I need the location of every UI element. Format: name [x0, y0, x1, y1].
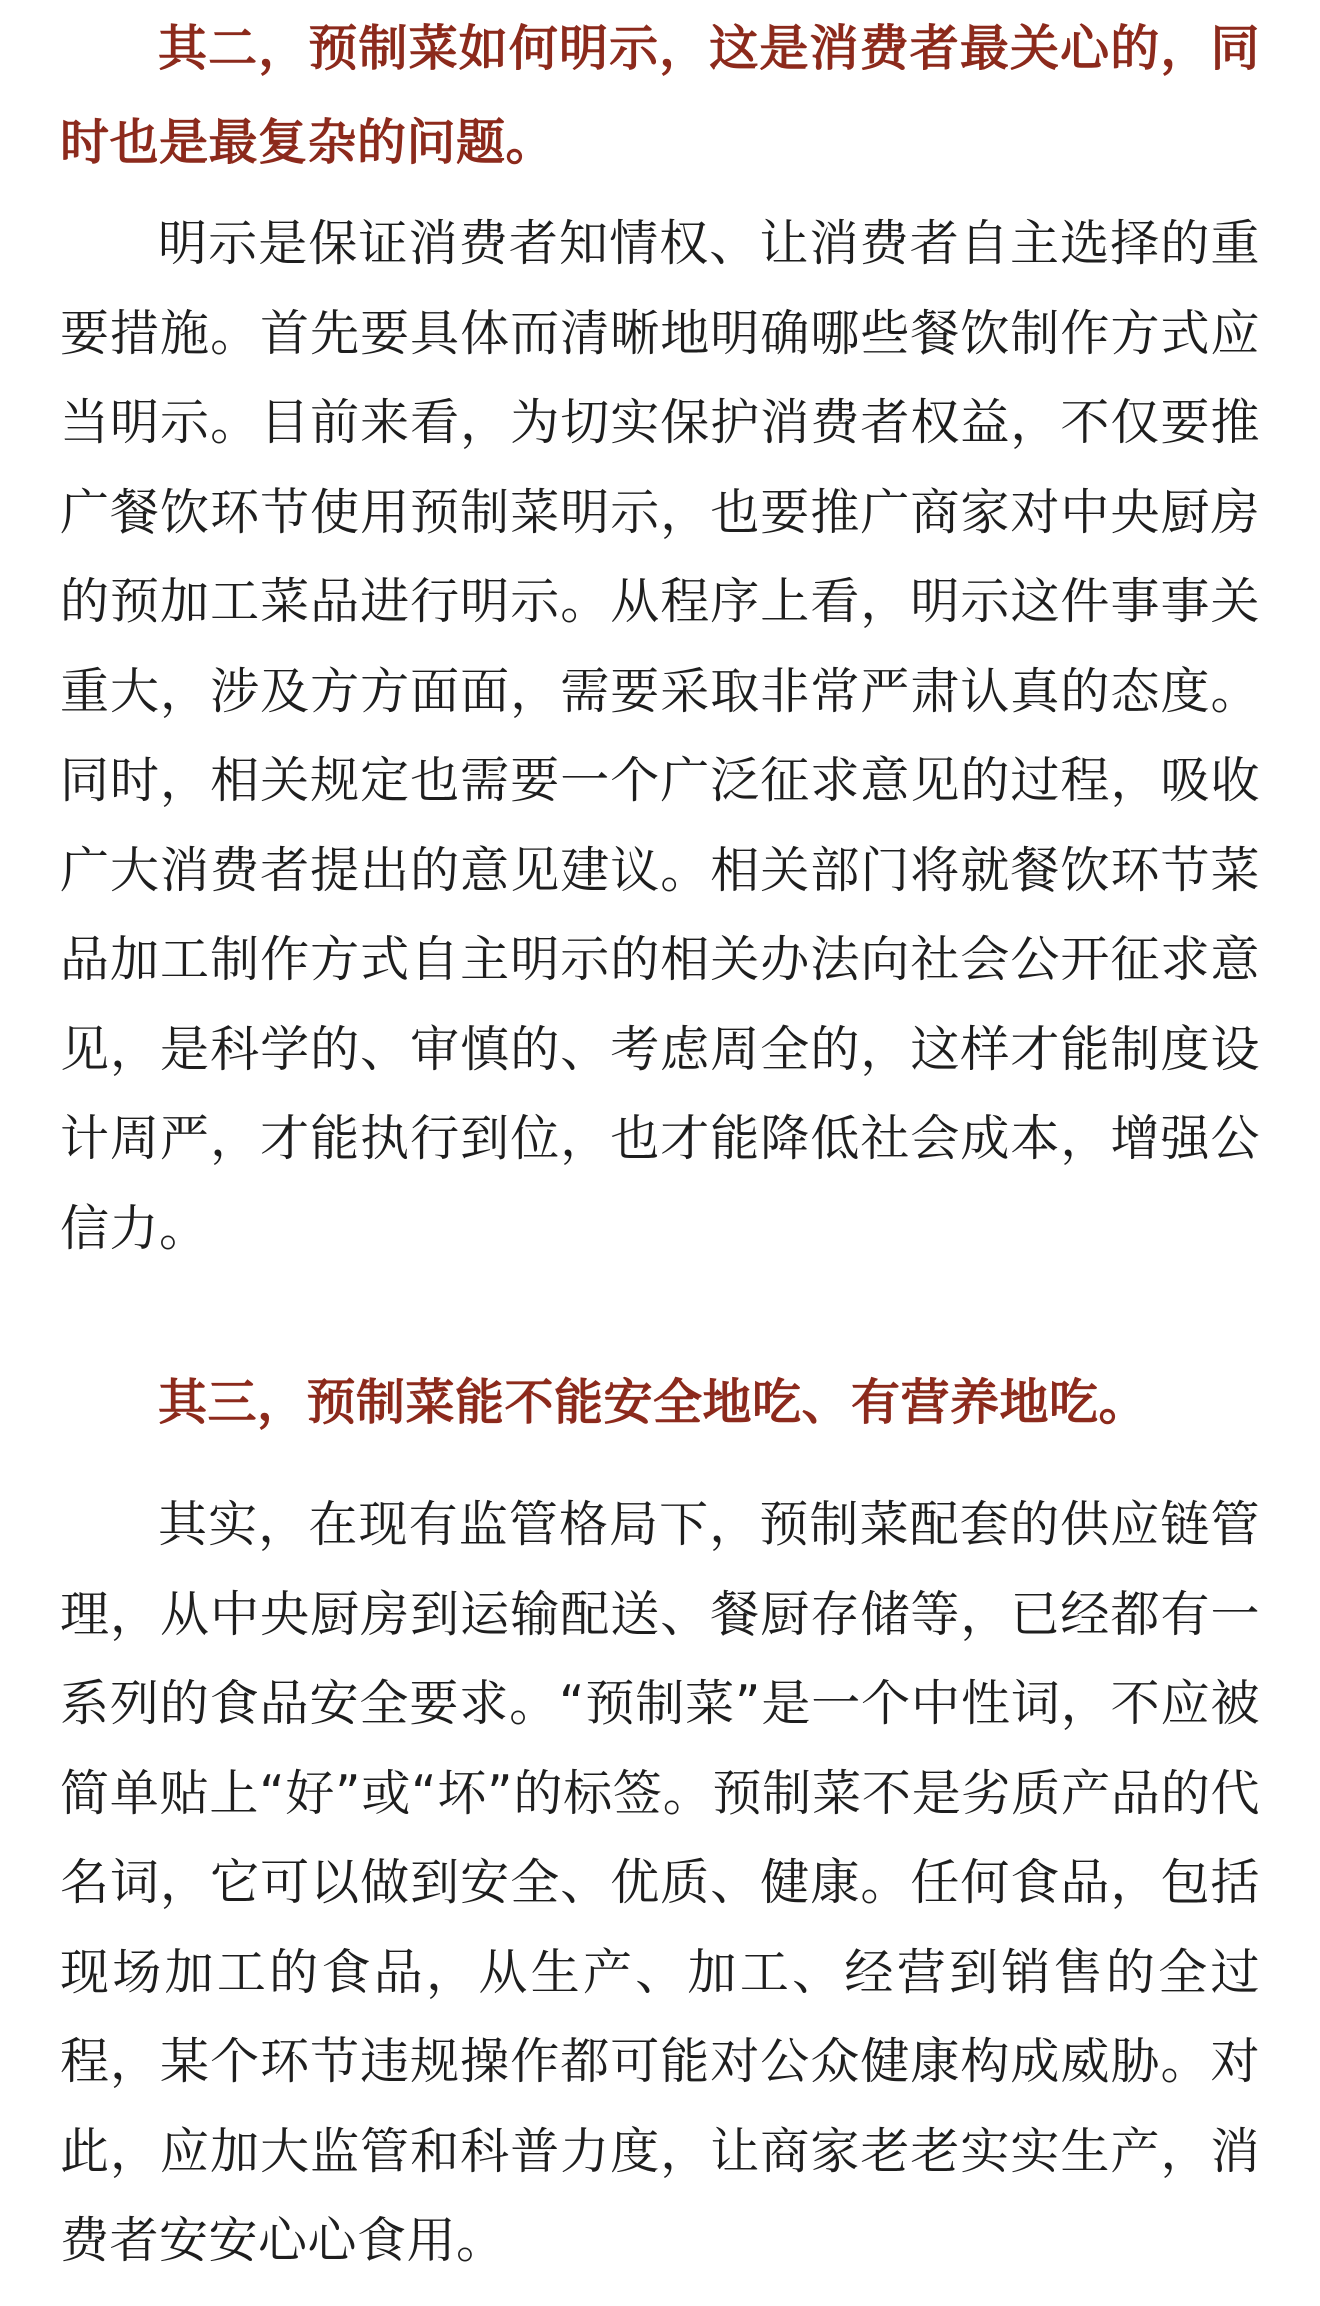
section-paragraph-3: 其实，在现有监管格局下，预制菜配套的供应链管理，从中央厨房到运输配送、餐厨存储等，已经都有一系列的食品安全要求。“预制菜”是一个中性词，不应被简单贴上“好”或“坏”的标签。预制菜不是劣质产品的代名词，它可以做到安全、优质、健康。任何食品，包括现场加工的食品，从生产、加工、经营到销售的全过程，某个环节违规操作都可能对公众健康构成威胁。对此，应加大监管和科普力度，让商家老老实实生产，消费者安安心心食用。 — [60, 1496, 1260, 2269]
section-heading-2: 其二，预制菜如何明示，这是消费者最关心的，同时也是最复杂的问题。 — [60, 20, 1260, 171]
section-paragraph-2: 明示是保证消费者知情权、让消费者自主选择的重要措施。首先要具体而清晰地明确哪些餐饮制作方式应当明示。目前来看，为切实保护消费者权益，不仅要推广餐饮环节使用预制菜明示，也要推广商家对中央厨房的预加工菜品进行明示。从程序上看，明示这件事事关重大，涉及方方面面，需要采取非常严肃认真的态度。同时，相关规定也需要一个广泛征求意见的过程，吸收广大消费者提出的意见建议。相关部门将就餐饮环节菜品加工制作方式自主明示的相关办法向社会公开征求意见，是科学的、审慎的、考虑周全的，这样才能制度设计周严，才能执行到位，也才能降低社会成本，增强公信力。 — [60, 215, 1260, 1257]
section-heading-3: 其三，预制菜能不能安全地吃、有营养地吃。 — [158, 1374, 1149, 1431]
